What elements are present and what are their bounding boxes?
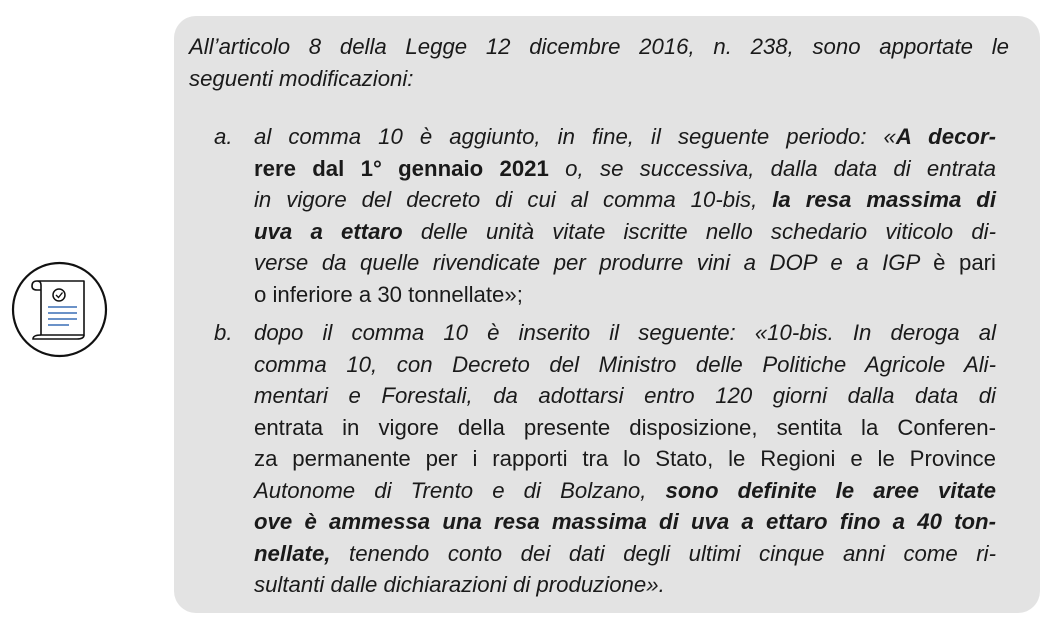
- list-item-text: [254, 317, 996, 601]
- text-span: comma 10, con Decreto del Ministro delle Politiche Agricole Ali-: [254, 351, 996, 377]
- text-span: o, se successiva, dalla data di entrata: [548, 155, 997, 181]
- text-span: entrata in vigore della presente disposizione, sentita la Conferen-: [254, 414, 996, 440]
- document-check-icon: [11, 261, 108, 358]
- text-span: è pari: [933, 250, 996, 275]
- list-marker: a.: [214, 124, 233, 149]
- list-marker: b.: [214, 320, 233, 345]
- text-span: al comma 10 è aggiunto, in fine, il seguente periodo: «: [254, 124, 896, 149]
- bold-text: sono definite le aree vitate: [665, 477, 996, 503]
- bold-text: rere dal 1° gennaio 2021: [254, 155, 549, 181]
- bold-text: ove è ammessa una resa massima di uva a ettaro fino a 40 ton-: [254, 509, 996, 534]
- text-span: in vigore del decreto di cui al comma 10-bis,: [254, 187, 773, 212]
- intro-text: [189, 31, 1009, 94]
- bold-text: A decor-: [895, 124, 996, 149]
- text-span: za permanente per i rapporti tra lo Stato, le Regioni e le Province: [254, 446, 996, 471]
- bold-text: uva a ettaro: [254, 218, 403, 244]
- intro-line: seguenti modificazioni:: [189, 65, 414, 91]
- text-span: sultanti dalle dichiarazioni di produzione».: [254, 572, 665, 597]
- text-span: o inferiore a 30 tonnellate»;: [254, 281, 523, 307]
- bold-text: la resa massima di: [772, 187, 996, 212]
- text-span: mentari e Forestali, da adottarsi entro 120 giorni dalla data di: [254, 383, 996, 408]
- bold-text: nellate,: [254, 540, 331, 566]
- text-span: dopo il comma 10 è inserito il seguente: «10-bis. In deroga al: [254, 320, 996, 345]
- list-item: [214, 121, 1004, 311]
- text-span: Autonome di Trento e di Bolzano,: [254, 477, 666, 503]
- text-span: verse da quelle rivendicate per produrre vini a DOP e a IGP: [254, 250, 934, 275]
- text-span: delle unità vitate iscritte nello schedario viticolo di-: [402, 218, 997, 244]
- list-item: [214, 317, 1004, 597]
- intro-line: All’articolo 8 della Legge 12 dicembre 2016, n. 238, sono apportate le: [189, 34, 1009, 59]
- list-item-text: [254, 121, 996, 310]
- text-span: tenendo conto dei dati degli ultimi cinque anni come ri-: [330, 540, 996, 566]
